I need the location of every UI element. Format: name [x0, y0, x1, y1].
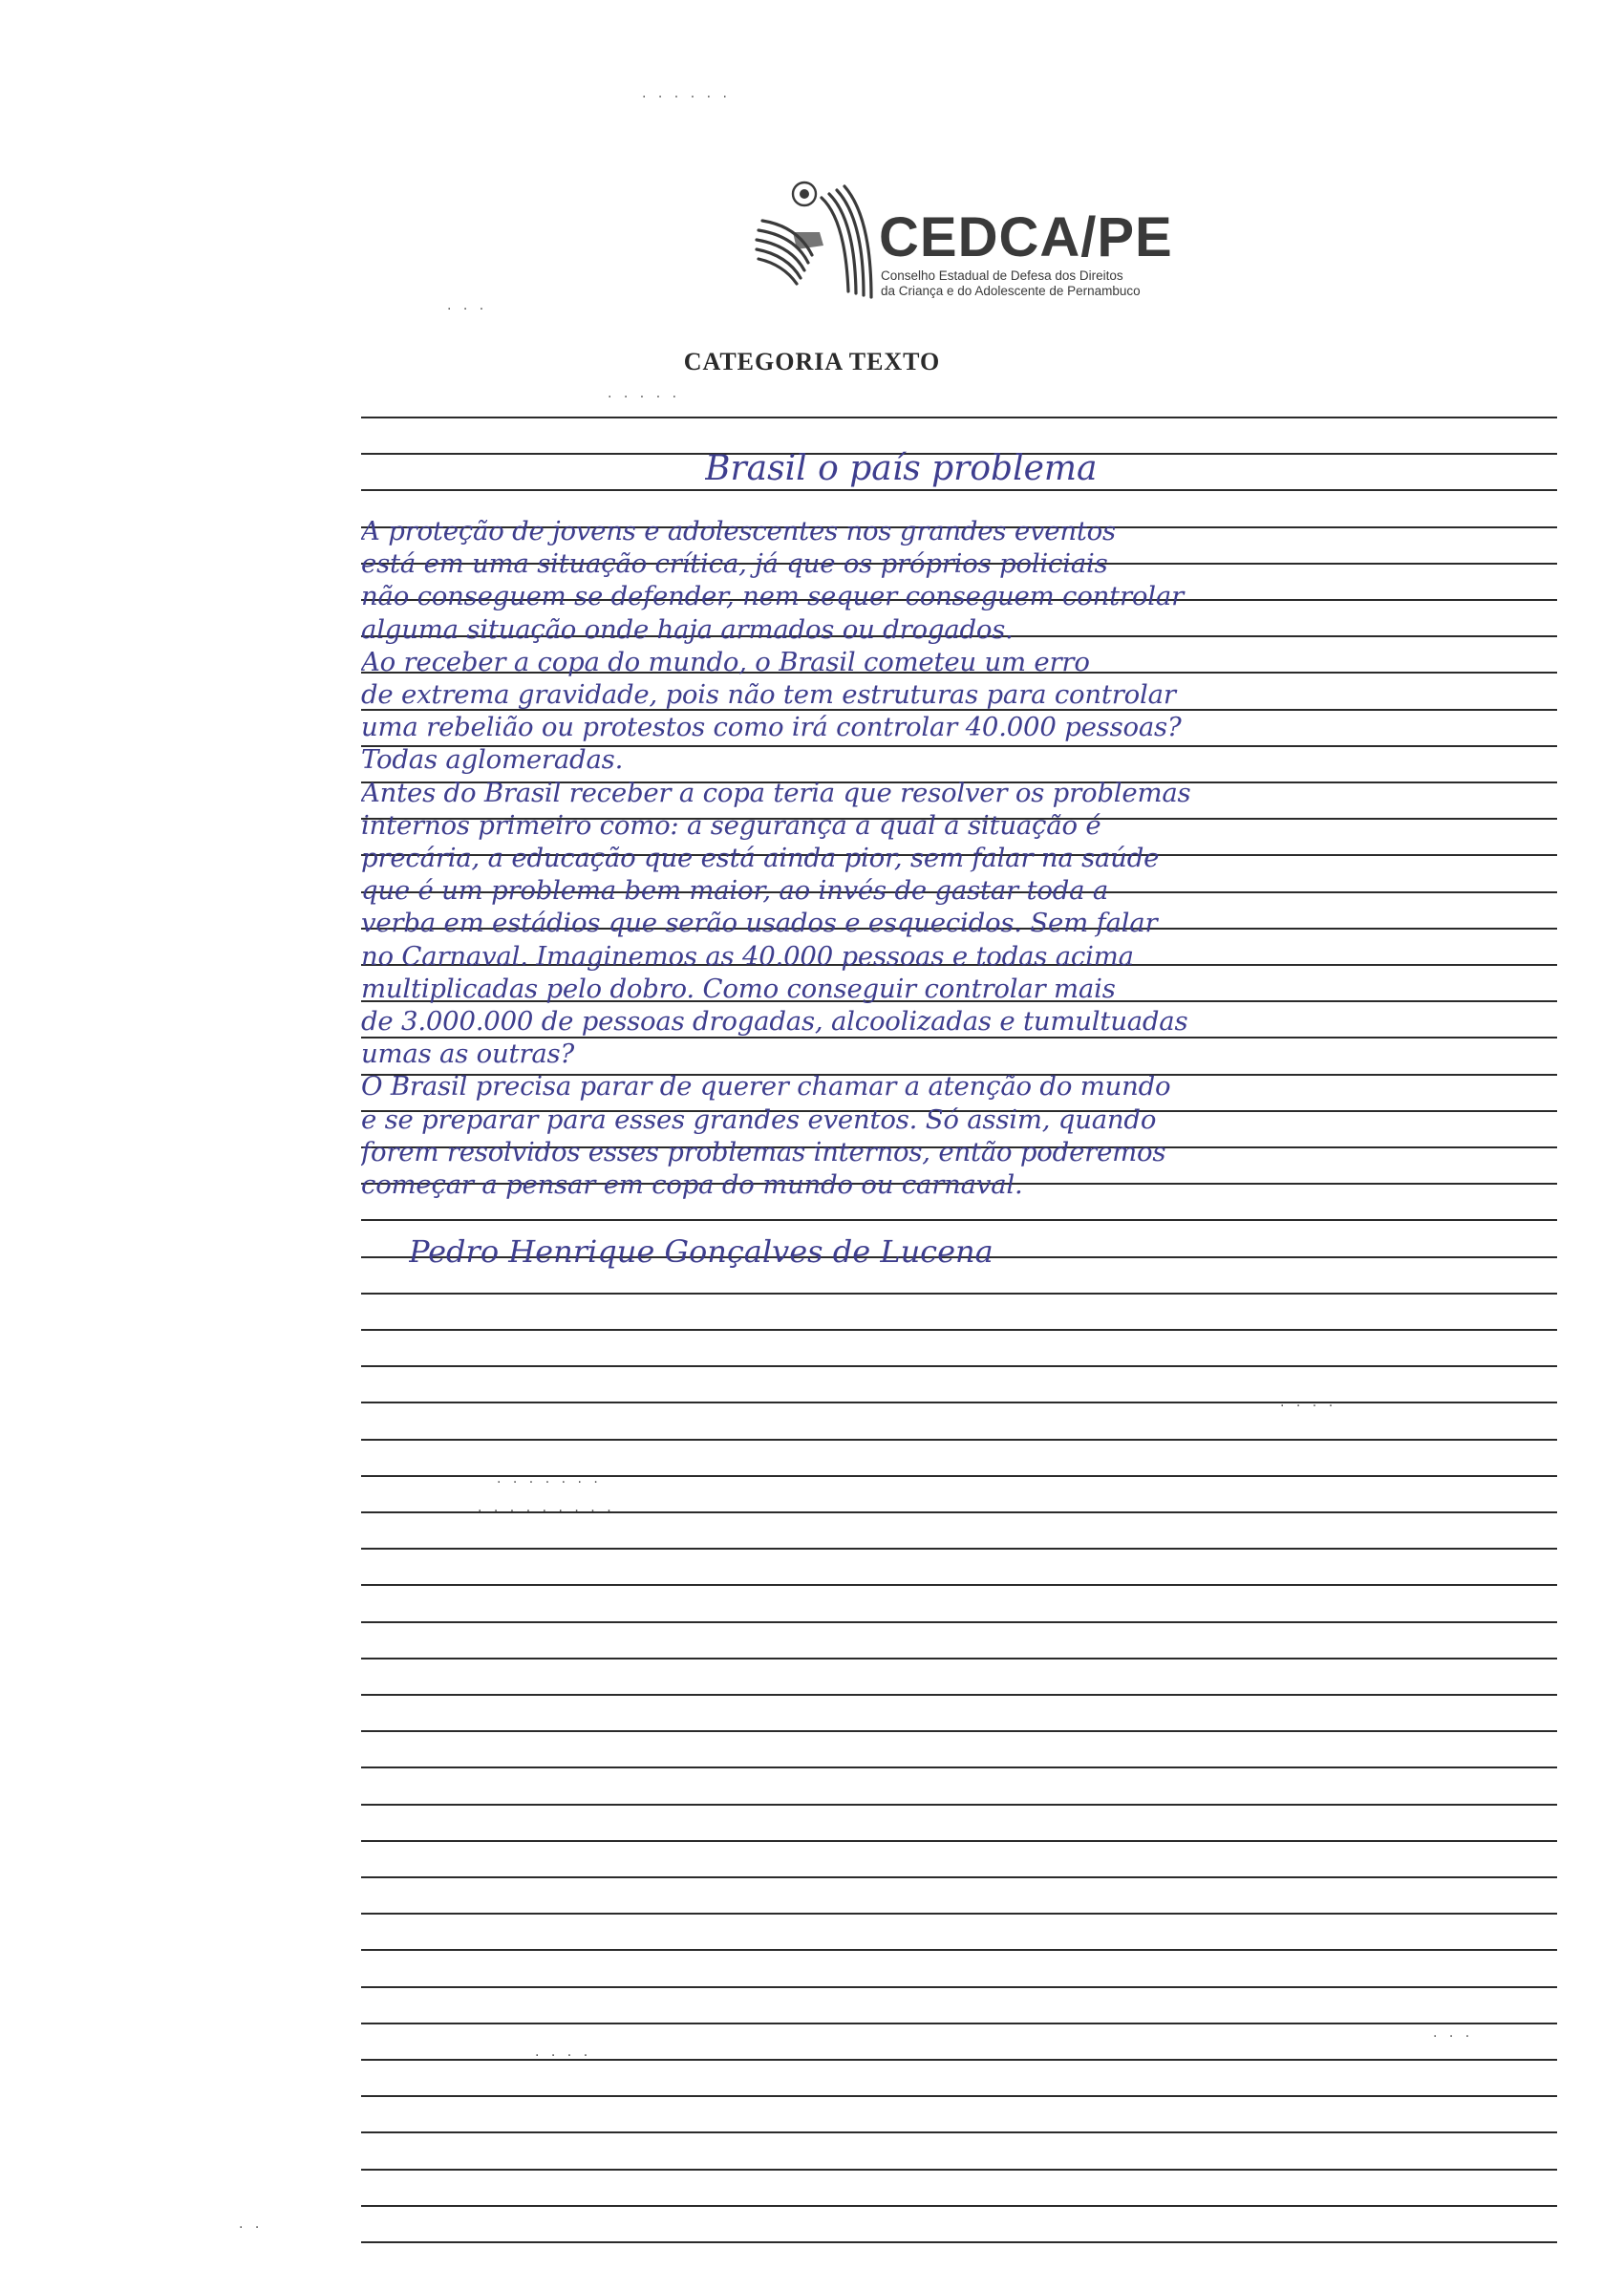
essay-line: multiplicadas pelo dobro. Como conseguir controlar mais [361, 973, 1116, 1004]
scan-speckle: . . . . [535, 2045, 592, 2060]
essay-line: precária, a educação que está ainda pior, sem falar na saúde [361, 843, 1160, 873]
ruled-line [361, 1876, 1557, 1878]
ruled-line [361, 1365, 1557, 1367]
ruled-line [361, 1730, 1557, 1732]
ruled-line [361, 2131, 1557, 2133]
essay-line: verba em estádios que serão usados e esquecidos. Sem falar [361, 908, 1158, 939]
ruled-line [361, 1694, 1557, 1696]
ruled-line [361, 2095, 1557, 2097]
essay-line: começar a pensar em copa do mundo ou carnaval. [361, 1169, 1023, 1200]
ruled-line [361, 1804, 1557, 1806]
essay-line: de 3.000.000 de pessoas drogadas, alcoolizadas e tumultuadas [361, 1006, 1188, 1037]
essay-line: A proteção de jovens e adolescentes nos grandes eventos [361, 516, 1116, 546]
essay-line: Todas aglomeradas. [361, 744, 624, 776]
ruled-line [361, 1621, 1557, 1623]
ruled-line [361, 1402, 1557, 1403]
essay-line: está em uma situação crítica, já que os próprios policiais [361, 548, 1108, 580]
essay-line: Ao receber a copa do mundo, o Brasil cometeu um erro [361, 646, 1090, 677]
essay-line: de extrema gravidade, pois não tem estruturas para controlar [361, 679, 1176, 710]
scan-speckle: . . . . . . [642, 86, 731, 101]
logo-subtitle-line-1: Conselho Estadual de Defesa dos Direitos [881, 268, 1123, 283]
ruled-line [361, 1949, 1557, 1951]
essay-line: uma rebelião ou protestos como irá controlar 40.000 pessoas? [361, 712, 1182, 743]
ruled-line [361, 2241, 1557, 2243]
ruled-line [361, 1584, 1557, 1586]
scan-speckle: . . . . . . . [497, 1471, 602, 1487]
essay-line: internos primeiro como: a segurança a qual a situação é [361, 809, 1101, 841]
scan-speckle: . . . [1433, 2025, 1474, 2041]
ruled-line [361, 2205, 1557, 2207]
essay-line: alguma situação onde haja armados ou drogados. [361, 613, 1014, 645]
ruled-line [361, 1766, 1557, 1768]
scan-speckle: . . . . [1280, 1395, 1337, 1410]
logo-subtitle-line-2: da Criança e do Adolescente de Pernambuco [881, 284, 1141, 298]
essay-line: não conseguem se defender, nem sequer conseguem controlar [361, 581, 1185, 612]
ruled-line [361, 1913, 1557, 1915]
lined-sheet [361, 417, 1557, 2291]
essay-line: e se preparar para esses grandes eventos. Só assim, quando [361, 1103, 1157, 1135]
ruled-line [361, 1548, 1557, 1550]
scan-speckle: . . . . . . . . . [478, 1500, 615, 1515]
category-heading: CATEGORIA TEXTO [683, 348, 941, 375]
ruled-line [361, 1329, 1557, 1331]
ruled-line [361, 1658, 1557, 1659]
essay-line: Antes do Brasil receber a copa teria que resolver os problemas [361, 777, 1191, 808]
scan-speckle: . . [239, 2216, 264, 2232]
essay-line: que é um problema bem maior, ao invés de gastar toda a [361, 875, 1109, 907]
essay-signature: Pedro Henrique Gonçalves de Lucena [409, 1233, 994, 1270]
essay-line: O Brasil precisa parar de querer chamar a atenção do mundo [361, 1071, 1171, 1103]
essay-line: forem resolvidos esses problemas internos, então poderemos [361, 1136, 1166, 1167]
essay-line: no Carnaval. Imaginemos as 40.000 pessoas e todas acima [361, 940, 1134, 972]
scan-speckle: . . . . . [608, 386, 681, 401]
ruled-line [361, 1219, 1557, 1221]
essay-title: Brasil o país problema [705, 449, 1098, 488]
cedca-logo [755, 177, 1173, 320]
ruled-line [361, 1840, 1557, 1842]
ruled-line [361, 489, 1557, 491]
essay-line: umas as outras? [361, 1038, 575, 1070]
ruled-line [361, 2023, 1557, 2024]
ruled-line [361, 1439, 1557, 1441]
logo-subtitle [881, 268, 1141, 299]
ruled-line [361, 2169, 1557, 2171]
ruled-line [361, 417, 1557, 418]
cedca-emblem-icon [755, 177, 874, 320]
ruled-line [361, 1986, 1557, 1988]
scan-speckle: . . . [447, 298, 488, 313]
logo-title: CEDCA/PE [879, 206, 1173, 268]
ruled-line [361, 1293, 1557, 1295]
